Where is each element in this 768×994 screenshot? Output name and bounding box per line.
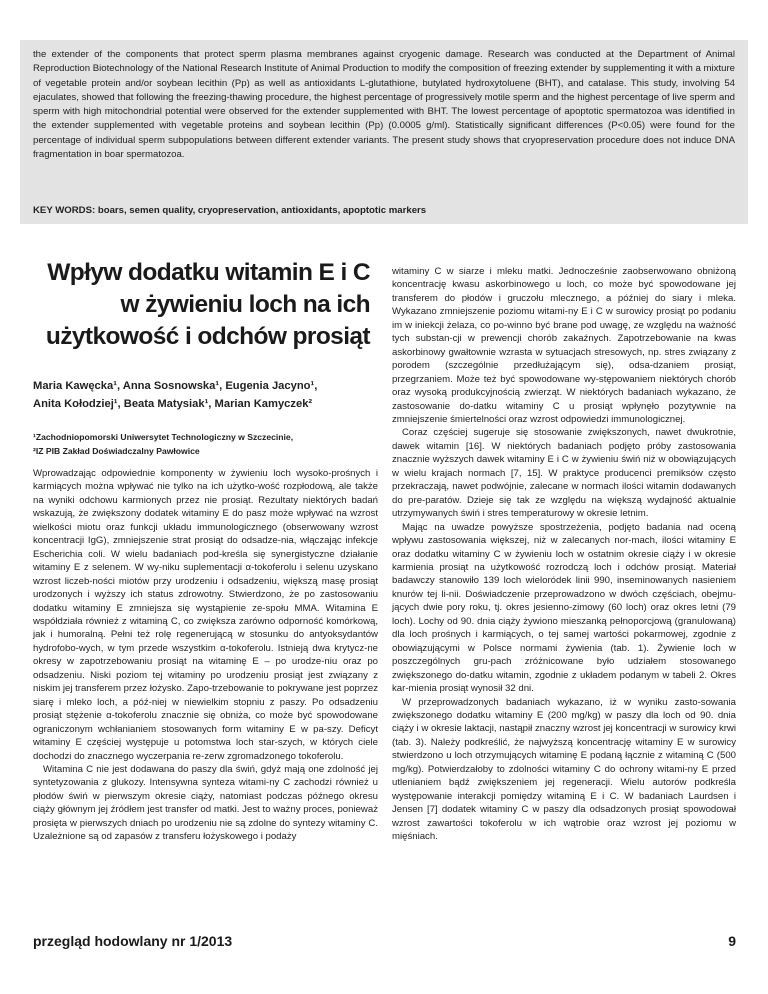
body-paragraph: Wprowadzając odpowiednie komponenty w żywieniu loch wysoko-prośnych i karmiących można wpływać nie tylko na ich użytko-wość rozpłodową, ale także na wyniki odchowu karmionych przez nie prosiąt. Rezultaty niektórych badań wskazują, że zwiększony dodatek witaminy E do pasz może wpływać na wzrost wielkości miotu oraz funkcji układu immunologicznego (obserwowany wzrost koncentracji IgG), zmniejszenie strat prosiąt do odsadze-nia, włączając infekcje Escherichia coli. W wielu badaniach pod-kreśla się synergistyczne działanie witaminy E z selenem. W wy-niku suplementacji α-tokoferolu i selenu uzyskano wzrost liczeb-ności miotów przy urodzeniu i odsadzeniu, większą masę prosiąt urodzonych i wyższy ich status zdrowotny. Stwierdzono, że po zastosowaniu dodatku witaminy E zmniejsza się wystąpienie ze-społu MMA. Witamina E współdziała również z witaminą C, co zwiększa zarówno odporność komórkową, jak i humoralną. Pełni też rolę regenerującą w stosunku do antyoksydantów hydrofobo-wych, w tym przede wszystkim α-tokoferolu. Istnieją dwa krytycz-ne okresy w zapotrzebowaniu prosiąt na witaminę E – po urodze-niu oraz po odsadzeniu. Niski poziom tej witaminy po urodzeniu prosiąt jest związany z niskim jej transferem przez łożysko. Zapo-trzebowanie to pokrywane jest poprzez siarę i mleko loch, a póź-niej w niewielkim stopniu z paszy. Po odsadzeniu prosiąt stężenie α-tokoferolu znacznie się obniża, co może być spowodowane ograniczonym wchłanianiem stosowanych form witaminy E w pa-szy. Deficyt witaminy E częściej występuje u potomstwa loch star-szych, w których ciele dochodzi do znacznego wyczerpania re-zerw zgromadzonego tokoferolu.	[33, 468, 378, 762]
abstract-text: the extender of the components that protect sperm plasma membranes against cryogenic damage. Research was conducted at the Department of Animal Reproduction Biotechnology of the National Research Institute of Animal Production to modify the composition of freezing extender by supplementing it with a mixture of vegetable protein and/or soybean lecithin (Pp) as well as antioxidants L-glutathione, butylated hydroxytoluene (BHT), and catalase. This study, involving 54 ejaculates, showed that following the freezing-thawing procedure, the highest percentage of progressively motile sperm and the highest percentage of live sperm and sperm with high mitochondrial potential were observed for the extender supplemented with BHT. The lowest percentage of apoptotic spermatozoa was identified in the extender supplemented with vegetable proteins and soybean lecithin (Pp) (0.0005 g/ml). Statistically significant differences (P<0.05) were found for the percentage of individual sperm subpopulations between different extender variants. The present study shows that cryopreservation procedure does not induce DNA fragmentation in boar spermatozoa.	[33, 49, 735, 161]
body-paragraph: W przeprowadzonych badaniach wykazano, iż w wyniku zasto-sowania zwiększonego dodatku witaminy E (200 mg/kg) w paszy dla loch od 90. dnia ciąży i w okresie laktacji, nastąpił znaczny wzrost jej koncentracji w surowicy krwi (tab. 3). Należy podkreślić, że najwyższą koncentrację witaminy E w surowicy stwierdzono u loch otrzymujących witaminę E podaną łącznie z witaminą C (500 mg/kg). Potwierdzałoby to zdolności witaminy C do ochrony witami-ny E przed utlenianiem bądź zwiększeniem jej regeneracji. Wielu autorów podkreśla występowanie interakcji pomiędzy witaminą E i C. W badaniach Laurdsen i Jensen [7] dodatek witaminy C w paszy dla odsadzonych prosiąt spowodował wzrost zawartości tokoferolu w ich wątrobie oraz wzrost jej poziomu w mięśniach.	[392, 696, 736, 843]
body-paragraph: Witamina C nie jest dodawana do paszy dla świń, gdyż mają one zdolność jej syntetyzowania z glukozy. Intensywna synteza witami-ny C zachodzi również u płodów świń w pierwszym okresie ciąży, natomiast podczas późnego okresu ciąży głównym jej źródłem jest transfer od matki. Jest to ważny proces, ponieważ prosięta w pierwszych dniach po urodzeniu nie są zdolne do syntezy witaminy C. Uzależnione są od zapasów z transferu łożyskowego i podaży	[33, 763, 378, 843]
body-paragraph: Coraz częściej sugeruje się stosowanie zwiększonych, nawet dwukrotnie, dawek witamin [16]. W niektórych badaniach podjęto próby zastosowania znacznie wyższych dawek witaminy E i C w żywieniu świń niż w obowiązujących w wielu krajach normach [7, 15]. W praktyce producenci premiksów często przekraczają, nawet podwójnie, zalecane w normach ilości witamin dodawanych do pre-paratów. Dzieje się tak ze względu na większą wydajność aktualnie utrzymywanych świń i stres temperaturowy w okresie letnim.	[392, 427, 736, 520]
page-number: 9	[728, 933, 736, 949]
keywords: KEY WORDS: boars, semen quality, cryopreservation, antioxidants, apoptotic markers	[33, 205, 427, 216]
affiliations	[33, 430, 378, 458]
body-column-left	[33, 467, 378, 844]
body-paragraph: Mając na uwadze powyższe spostrzeżenia, podjęto badania nad oceną wpływu zastosowania większej, niż w zalecanych nor-mach, ilości witaminy E oraz dodatku witaminy C w żywieniu loch w ostatnim okresie ciąży i w okresie karmienia prosiąt na użytkowość rozrodczą loch i odchów prosiąt. Materiał badawczy stanowiło 139 loch wieloródek linii 990, inseminowanych nasieniem knurów tej li-nii. Doświadczenie przeprowadzono w dwóch częściach, obejmu-jących dwie pory roku, tj. okres jesienno-zimowy (60 loch) oraz okres letni (79 loch). Lochy od 90. dnia ciąży żywiono mieszanką pełnoporcjową (granulowaną) dla loch prośnych i karmiących, o tej samej wartości pokarmowej, zgodnie z obowiązującymi w Polsce normami żywienia (tab. 1). Żywienie loch w poszczególnych gru-pach zróżnicowane było udziałem stosowanego zwiększonego do-datku witamin, zgodnie z układem podanym w tabeli 2. Okres kar-mienia prosiąt wynosił 32 dni.	[392, 521, 736, 695]
authors	[33, 378, 378, 413]
authors-line-1: Maria Kawęcka¹, Anna Sosnowska¹, Eugenia Jacyno¹,	[33, 380, 318, 392]
article-title: Wpływ dodatku witamin E i C w żywieniu loch na ich użytkowość i odchów prosiąt	[45, 259, 370, 350]
authors-line-2: Anita Kołodziej¹, Beata Matysiak¹, Marian Kamyczek²	[33, 397, 313, 410]
affiliation-2: ²IZ PIB Zakład Doświadczalny Pawłowice	[33, 446, 200, 456]
affiliation-1: ¹Zachodniopomorski Uniwersytet Technologiczny w Szczecinie,	[33, 432, 294, 442]
journal-footer: przegląd hodowlany nr 1/2013	[33, 933, 233, 949]
body-column-right	[392, 265, 736, 843]
body-paragraph: witaminy C w siarze i mleku matki. Jednocześnie zaobserwowano obniżoną koncentrację kwasu askorbinowego u loch, co może być spowodowane jej transferem do płodów i gruczołu mlecznego, a później do siary i mleka. Wykazano zmniejszenie poziomu witami-ny E i C w surowicy prosiąt po podaniu im w iniekcji żelaza, co po-winno być brane pod uwagę, ze względu na ważność tych substan-cji w prewencji chorób zakaźnych. Zapotrzebowanie na kwas askorbinowy gwałtownie wzrasta w sytuacjach stresowych, np. stres związany z porodem (szczególnie przedłużającym się), odsa-dzaniem prosiąt, przegrzaniem. Może też być spowodowane wy-stępowaniem niektórych chorób oraz wysoką produkcyjnością zwierząt. W niektórych badaniach wykazano, że zastosowanie do-datku witaminy C u prosiąt wpłynęło pozytywnie na zmniejszenie śmiertelności oraz wzrost odpowiedzi immunologicznej.	[392, 266, 736, 425]
